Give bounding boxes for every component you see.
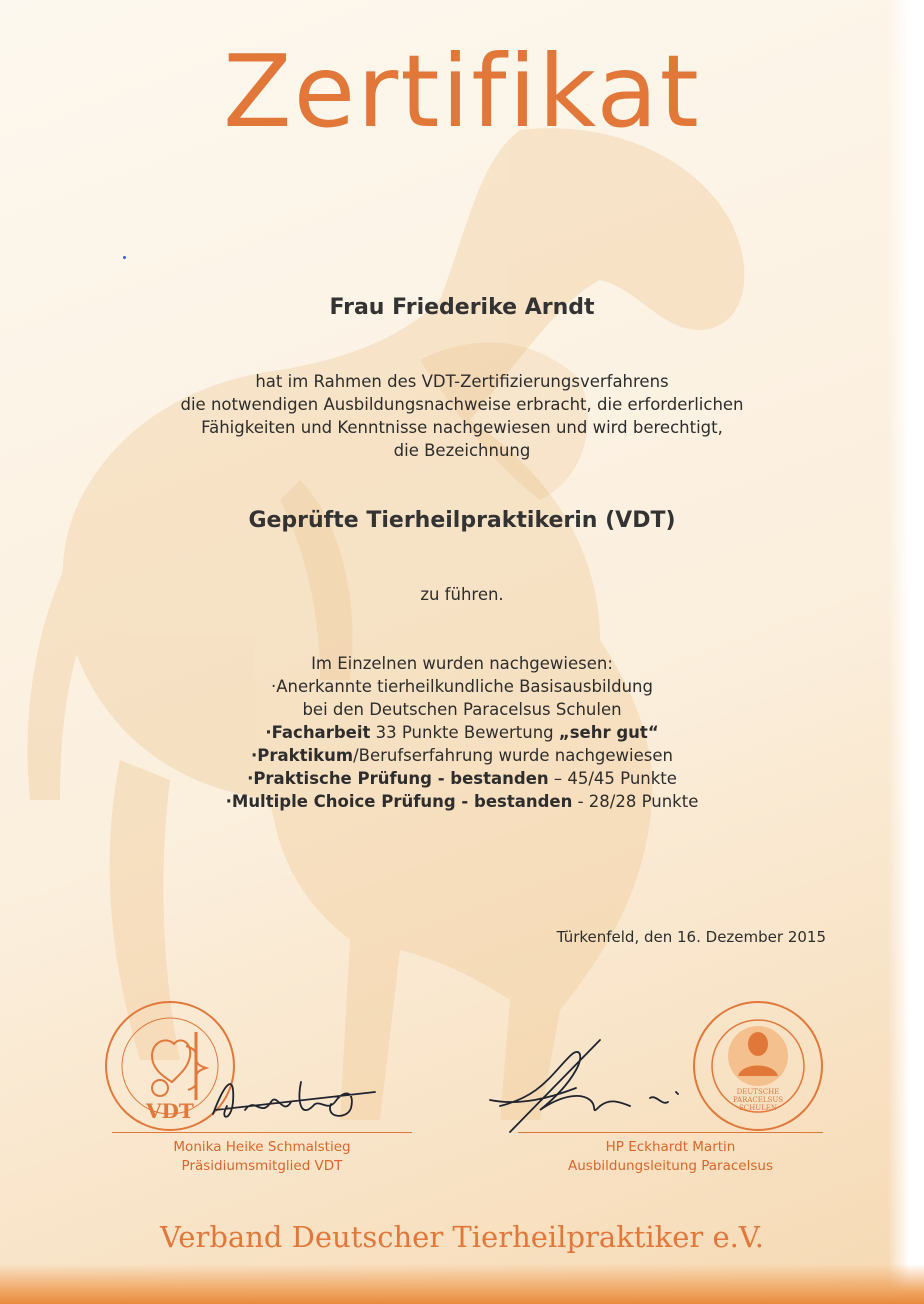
detail-item [0,721,924,744]
detail-text: - 28/28 Punkte [572,792,699,811]
details-heading: Im Einzelnen wurden nachgewiesen: [311,654,613,673]
detail-item: ·Anerkannte tierheilkundliche Basisausbildung [271,677,653,696]
signatory-name: Monika Heike Schmalstieg [173,1139,351,1155]
detail-item [0,790,924,813]
intro-text [0,370,924,462]
vdt-logo-text: VDT [146,1099,194,1123]
certificate-title: Zertifikat [223,33,701,150]
detail-item [0,767,924,790]
detail-text: /Berufserfahrung wurde nachgewiesen [353,746,673,765]
seal-inner-text: SCHULEN [738,1104,778,1112]
detail-text: 33 Punkte Bewertung [370,723,559,742]
page-bottom-gradient [0,1264,924,1304]
signatory-name: HP Eckhardt Martin [605,1139,736,1155]
issuer-footer: Verband Deutscher Tierheilpraktiker e.V. [160,1220,764,1254]
signature-line-right [518,1132,823,1133]
detail-item-continuation: bei den Deutschen Paracelsus Schulen [302,700,622,719]
detail-rating: „sehr gut“ [558,723,659,742]
paracelsus-seal-icon [690,998,826,1134]
intro-line: die notwendigen Ausbildungsnachweise erbracht, die erforderlichen [180,395,744,414]
signatory-left [112,1138,412,1176]
designation-title: Geprüfte Tierheilpraktikerin (VDT) [248,508,676,533]
seal-inner-text: DEUTSCHE [736,1088,780,1096]
intro-line: hat im Rahmen des VDT-Zertifizierungsverfahrens [255,372,669,391]
detail-label: ·Facharbeit [265,723,371,742]
ink-speck [123,256,126,259]
intro-line: die Bezeichnung [393,441,531,460]
recipient-name: Frau Friederike Arndt [329,295,595,320]
intro-line: Fähigkeiten und Kenntnisse nachgewiesen und wird berechtigt, [201,418,723,437]
signature-line-left [112,1132,412,1133]
detail-label: ·Praktikum [251,746,354,765]
place-date: Türkenfeld, den 16. Dezember 2015 [556,928,826,946]
qualification-details [0,652,924,813]
detail-label: ·Multiple Choice Prüfung - bestanden [225,792,573,811]
signature-left [205,1062,385,1132]
detail-item [0,744,924,767]
signature-right [480,1036,690,1136]
detail-text: – 45/45 Punkte [548,769,677,788]
signatory-role: Präsidiumsmitglied VDT [181,1158,343,1174]
lead-out-text: zu führen. [420,585,504,604]
detail-label: ·Praktische Prüfung - bestanden [247,769,549,788]
seal-inner-text: PARACELSUS [732,1096,784,1104]
signatory-right [518,1138,823,1176]
signatory-role: Ausbildungsleitung Paracelsus [568,1158,773,1174]
